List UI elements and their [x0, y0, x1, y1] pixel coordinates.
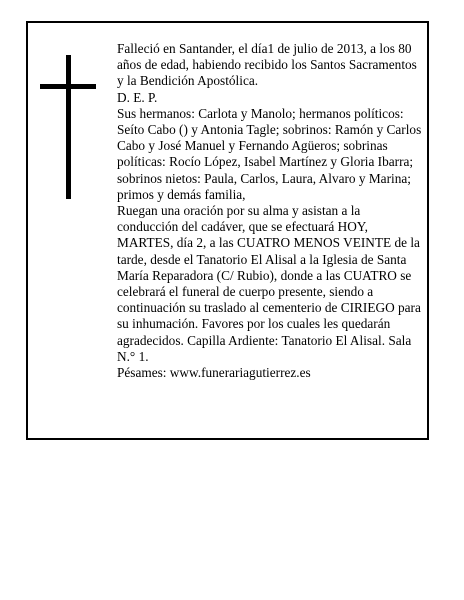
cross-horizontal-bar	[40, 84, 96, 89]
funeral-details: Ruegan una oración por su alma y asistan a la conducción del cadáver, que se efectuará HOY, MARTES, día 2, a las CUATRO MENOS VEINTE de la tarde, desde el Tanatorio El Alisal a la Iglesia de Santa María Reparadora (C/ Rubio), donde a las CUATRO se celebrará el funeral de cuerpo presente, siendo a continuación su traslado al cementerio de CIRIEGO para su inhumación. Favores por los cuales les quedarán agradecidos. Capilla Ardiente: Tanatorio El Alisal. Sala N.° 1.	[117, 203, 421, 364]
family-list: Sus hermanos: Carlota y Manolo; hermanos políticos: Seíto Cabo () y Antonia Tagle; sobrinos: Ramón y Carlos Cabo y José Manuel y Fernando Agüeros; sobrinas políticas: Rocío López, Isabel Martínez y Gloria Ibarra; sobrinos nietos: Paula, Carlos, Laura, Alvaro y Marina; primos y demás familia,	[117, 105, 422, 202]
obituary-text	[117, 41, 423, 381]
obituary-notice	[26, 21, 429, 440]
rest-in-peace: D. E. P.	[117, 89, 158, 105]
latin-cross-icon	[40, 55, 96, 199]
condolences-website: Pésames: www.funerariagutierrez.es	[117, 365, 311, 381]
cross-vertical-bar	[66, 55, 71, 199]
death-announcement: Falleció en Santander, el día1 de julio de 2013, a los 80 años de edad, habiendo recibido los Santos Sacramentos y la Bendición Apostólica.	[117, 41, 417, 89]
